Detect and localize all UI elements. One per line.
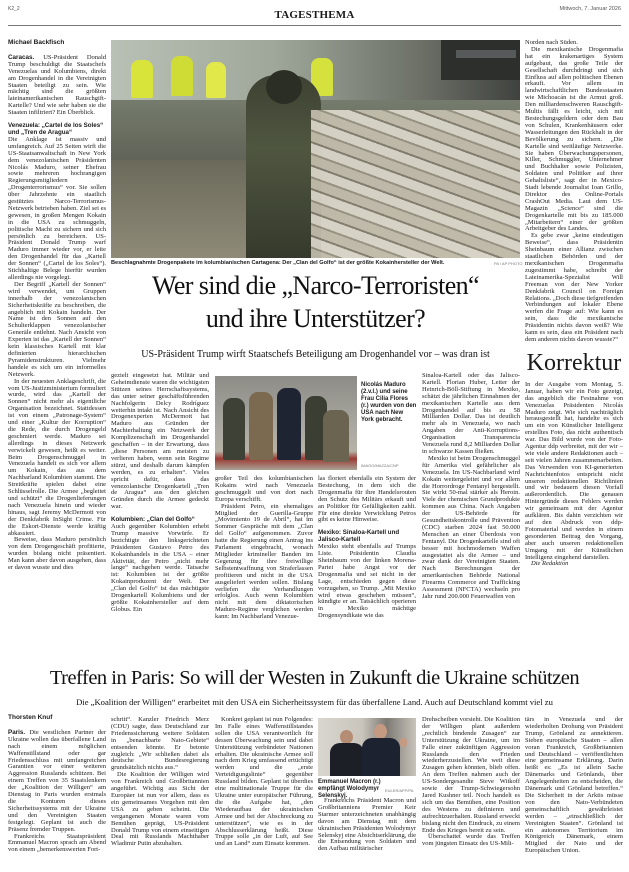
- subhead-venezuela: Venezuela: „Cartel de los Soles“ und „Tren de Aragua“: [8, 122, 104, 136]
- header-rule: [8, 25, 621, 26]
- maduro-photo: [215, 376, 357, 470]
- maduro-photo-caption: Nicolás Maduro (2.v.l.) und seine Frau Cilia Flores (r.) wurden von den USA nach New York gebracht.: [361, 382, 417, 423]
- section-title: TAGESTHEMA: [274, 9, 355, 21]
- paragraph: Überschattet wurde das Treffen vom jüngsten Einsatz des US-Mili-: [422, 833, 520, 848]
- drug-seizure-photo: [111, 40, 520, 258]
- second-column-5: [422, 717, 520, 872]
- paragraph: Konkret geplant ist nun Folgendes: Im Falle eines Waffenstillstandes sollen die USA verantwortlich für dessen Überwachung sein und dabei Unterstützung verbündeter Nationen erhalten. Die ukrainische Armee soll nach dem Krieg umfassend ertüchtigt werden und die „erste Verteidigungslinie“ gegenüber Russland bilden. Geplant ist überdies eine multinationale Truppe für die Ukraine unter europäischer Führung, die die Aufgabe hat, „den Wiederaufbau der ukrainischen Armee und bei der Abschreckung zu unterstützen“, wie es in der Abschlusserklärung heißt. Diese Truppe solle „in der Luft, auf See und an Land“ zum Einsatz kommen.: [215, 716, 313, 848]
- paragraph: Drehscheiben vorsieht. Die Koalition der Willigen plant außerdem „rechtlich bindende Zusagen“ zur Unterstützung der Ukraine, um im Falle einer zukünftigen Aggression Russlands den Frieden wiederherzustellen. Wie weit diese Zusagen gehen könnten, blieb offen. An dem Treffen nahmen auch der US-Sondergesandte Steve Witkoff sowie der Trump-Schwiegersohn Jared Kushner teil. Noch handelt es sich um das Bemühen, eine Position des Westens zu definieren und aufrechtzuerhalten. Russland erweckt bislang nicht den Eindruck, zu einem Ende des Krieges bereit zu sein.: [422, 716, 520, 834]
- page-code: K2_2: [8, 6, 20, 12]
- paragraph: Sinaloa-Kartell oder das Jalisco-Kartell. Florian Huber, Leiter der Heinrich-Böll-Stiftung in Mexiko, schätzt die jährlichen Einnahmen der mexikanischen Kartelle aus dem Drogenhandel auf bis zu 58 Milliarden Dollar. Das ist deutlich mehr als in Venezuela, wo nach Angaben der Anti-Korruptions-Organisation Transparencia Venezuela rund 8,2 Milliarden Dollar in schwarze Kassen fließen.: [422, 372, 520, 455]
- paragraph: [8, 729, 106, 834]
- second-column-1: [8, 715, 106, 872]
- paragraph: Mexiko steht ebenfalls auf Trumps Liste. Präsidentin Claudia Sheinbaum von der linken Morena-Partei habe Angst vor der Drogenmafia und sei nicht in der Lage, entschieden gegen diese vorzugehen, so Trump. „Mit Mexiko wird etwas geschehen müssen“, kündigte er an. Tatsächlich operieren in Mexiko mächtige Drogensyndikate wie das: [318, 543, 416, 620]
- main-column-3: [215, 475, 313, 621]
- paragraph: Die Koalition der Willigen wird von Frankreich und Großbritannien angeführt. Wichtig aus Sicht der Europäer ist nun vor allem, dass es ein gemeinsames Vorgehen mit den USA zu geben scheint. Die vergangenen Monate waren vom Bemühen geprägt, US-Präsident Donald Trump von einem einseitigen Deal mit Russlands Machthaber Wladimir Putin abzuhalten.: [111, 771, 209, 848]
- paragraph: In der neuesten Anklageschrift, die vom US-Justizministerium formuliert wurde, wird das „Kartell der Sonnen“ nicht mehr als eigentliche Organisation bezeichnet. Stattdessen ist von einem „Patronage-System“ und einer „Kultur der Korruption“ die Rede, die durch Drogengeld geschmiert werde. Maduro sei allerdings in dieses Netzwerk verwickelt gewesen, heißt es weiter. Beim Drogenschmuggel in Venezuela handelt es sich vor allem um Kokain, das aus dem Nachbarland Kolumbien stammt. Die Streitkräfte spielen dabei eine Schlüsselrolle. Die Armee „begleitet und schützt“ die Drogenlieferungen nach Venezuela hinein und wieder hinaus, sagt Jeremy McDermott von der Denkfabrik InSight Crime. Für die Eskort-Dienste werde kräftig abkassiert.: [8, 377, 106, 537]
- main-column-6: [525, 40, 623, 660]
- correction-title: Korrektur: [526, 349, 622, 376]
- main-subheadline: US-Präsident Trump wirft Staatschefs Beteiligung am Drogenhandel vor – was dran ist: [141, 349, 490, 360]
- paragraph: Frankreichs Präsident Macron und Großbritanniens Premier Keir Starmer unterzeichneten unabhängig davon am Dienstag mit dem ukrainischen Präsidenten Wolodymyr Selenskyj eine Absichtserklärung, die die Entsendung von Soldaten und den Aufbau militärischer: [318, 797, 416, 853]
- second-column-3: [215, 717, 313, 872]
- main-headline-line1: Wer sind die „Narco-Terroristen“: [151, 271, 479, 300]
- macron-photo-credit: EULER/AFP/PA: [385, 788, 414, 793]
- second-author: Thorsten Knuf: [8, 714, 53, 721]
- main-column-5: [422, 373, 520, 607]
- subhead-kolumbien: Kolumbien: „Clan del Golfo“: [111, 516, 195, 524]
- paragraph: Mexiko ist beim Drogenschmuggel für Amerika viel gefährlicher als Venezuela. Im US-Nachbarland wird Kokain weitergeleitet und vor allem die Horrordroge Fentanyl hergestellt. Sie wirkt 50-mal stärker als Heroin. Viele der chemischen Grundprodukte kommen aus China. Nach Angaben der US-Behörde für Gesundheitskontrolle und Prävention (CDC) starben 2024 fast 50.000 Menschen an einer Überdosis von Fentanyl. Die Drogenkartelle sind oft besser mit hochmodernen Waffen ausgestattet als die Armee – und zwar dank der Vereinigten Staaten. Nach Berechnungen der amerikanischen Behörde National Firearms Commerce and Trafficking Assessment (NFCTA) wechseln pro Jahr rund 200.000 Feuerwaffen von: [422, 454, 520, 600]
- second-headline: Treffen in Paris: So will der Westen in Zukunft die Ukraine schützen: [49, 667, 580, 689]
- maduro-photo-credit: IMAGO/MAZZA/CNP: [361, 463, 399, 468]
- main-dateline: Caracas.: [8, 53, 35, 61]
- main-intro: [8, 54, 106, 117]
- paragraph: schritt“. Kanzler Friedrich Merz (CDU) sagte, dass Deutschland zur Friedenssicherung weitere Soldaten in „benachbarte Nato-Gebiete“ entsenden könnte. Er betonte zugleich: „Wir schließen dabei als deutsche Bundesregierung grundsätzlich nichts aus.“: [111, 716, 209, 772]
- macron-photo-caption: Emmanuel Macron (r.) empfängt Wolodymyr Selenskyj.: [318, 779, 381, 799]
- subhead-mexiko: Mexiko: Sinaloa-Kartell und Jalisco-Kartell: [318, 529, 400, 544]
- second-subheadline: Die „Koalition der Willigen“ erarbeitet mit den USA ein Sicherheitssystem für das überfallene Land. Auch auf Deutschland kommt viel zu: [76, 697, 553, 707]
- paragraph: Norden nach Süden.: [525, 39, 578, 46]
- correction-signature: Die Redaktion: [531, 560, 569, 568]
- main-intro-text: US-Präsident Donald Trump beschuldigt die Staatschefs Venezuelas und Kolumbiens, direkt am Drogenhandel in die Vereinigten Staaten beteiligt zu sein. Wie mächtig sind die größten lateinamerikanischen Rauschgift-Kartelle? Und wie sehr haben sie die Staaten infiltriert? Ein Überblick.: [8, 53, 106, 117]
- paragraph: Auch gegenüber Kolumbien erhebt Trump massive Vorwürfe. Er bezichtigte den linksgerichteten Präsidenten Gustavo Petro des Kokainhandels in die USA – einer Aktivität, der Petro „nicht mehr lange“ nachgehen werde. Tatsache ist: Kolumbien ist der größte Kokainproduzent der Welt. Der „Clan del Golfo“ ist das mächtigste Drogenkartell Kolumbiens und der größte Kokainhersteller auf dem Globus. Ein: [111, 523, 209, 613]
- main-headline-line2: und ihre Unterstützer?: [205, 304, 426, 333]
- paragraph: großer Teil des kolumbianischen Kokains wird nach Venezuela geschmuggelt und von dort nach Europa verschifft.: [215, 475, 313, 503]
- paragraph: Präsident Petro, ein ehemaliges Mitglied der Guerilla-Gruppe „Movimiento 19 de Abril“, hat im Sommer Gespräche mit dem „Clan del Golfo“ aufgenommen. Zuvor hatte die Regierung einen Antrag ins Parlament eingebracht, wonach Mitglieder krimineller Banden im Gegenzug für ihre freiwillige Selbstentwaffnung von Straferlassen profitieren und nicht in die USA ausgeliefert werden sollen. Bislang verliefen die Verhandlungen erfolglos. Auch wenn Kolumbien nicht mit dem diktatorischen Maduro-Regime verglichen werden kann: Im Nachbarland Venezue-: [215, 502, 313, 621]
- paragraph: gezielt eingesetzt hat. Militär und Geheimdienste waren die wichtigsten Stützen seines Herrschaftssystems, das unter seiner geschäftsführenden Nachfolgerin Delcy Rodríguez weiterhin intakt ist. Nach Ansicht des Drogenexperten McDermott hat Maduro aus Gründen der Machterhaltung ein Netzwerk der Komplizenschaft im Drogenhandel geschaffen – in der Erwartung, dass „diese Personen am meisten zu verlieren haben, wenn sein Regime stürzt, und deshalb darum kämpfen werden, es zu erhalten“. Vieles spricht dafür, dass das venezolanische Drogenkartell „Tren de Aragua“ aus den gleichen Gründen durch die Armee gedeckt war.: [111, 372, 209, 511]
- paragraph: Beweise, dass Maduro persönlich von dem Drogengeschäft profitierte, wurden bislang nicht präsentiert. Man kann aber davon ausgehen, dass er davon wusste und dies: [8, 536, 106, 572]
- second-column-6: [525, 717, 623, 872]
- paragraph: las floriert ebenfalls ein System der Bestechung, in dem sich die Drogenmafia für ihre Handelsrouten den Schutz des Militärs erkauft und an Politiker für Gefälligkeiten zahlt. Für eine direkte Verwicklung Petros gibt es keine Hinweise.: [318, 475, 416, 524]
- issue-date: Mittwoch, 7. Januar 2026: [559, 6, 621, 12]
- drug-photo-caption: Beschlagnahmte Drogenpakete im kolumbianischen Cartagena: Der „Clan del Golfo“ ist der größte Kokainhersteller der Welt.: [111, 260, 445, 266]
- second-column-2: [111, 717, 209, 872]
- main-column-4: [318, 475, 416, 620]
- paragraph: Die Anklage ist massiv und umfangreich. Auf 25 Seiten wirft die US-Staatsanwaltschaft in New York dem venezolanischen Präsidenten Nicolás Maduro, seiner Ehefrau sowie mehreren hochrangigen Regierungsmitgliedern „Drogenterrorismus“ vor. Sie sollen über Jahrzehnte ein staatlich gestütztes Narco-Terrorismus-Netzwerk betrieben haben. Ziel sei es gewesen, in großen Mengen Kokain in die USA zu schmuggeln, politische Macht zu sichern und sich persönlich zu bereichern. US-Präsident Donald Trump warf Maduro immer wieder vor, er leite den Drogenhandel für das „Kartell der Sonnen“ („Cartel de los Soles“). Stichhaltige Belege hierfür wurden allerdings nie vorgelegt.: [8, 135, 106, 281]
- second-column-4: [318, 798, 416, 872]
- macron-selenskyj-photo: [318, 718, 416, 776]
- correction-text: In der Ausgabe vom Montag, 5. Januar, haben wir ein Foto gezeigt, das angeblich die Festnahme von Venezuelas Präsidenten Nicolás Maduro zeigt. Wie sich nachträglich herausgestellt hat, handelte es sich um ein von Künstlicher Intelligenz erstelltes Foto, das nicht authentisch war. Das Bild wurde von der Foto-Agentur ddp verbreitet, mit der wir – wie viele andere Redaktionen auch – seit vielen Jahren zusammenarbeiten. Das Verwenden von KI-generierten Nachrichtenfotos entspricht nicht unseren redaktionellen Richtlinien und wir bedauern diesen Vorfall außerordentlich. Die genauen Hintergründe dieses Fehlers werden wir gemeinsam mit der Agentur aufklären. Bis dahin verzichten wir auf den Abdruck von ddp-Fotomaterial und werden in einem gesonderten Beitrag den Vorgang, aber auch unseren redaktionellen Umgang mit der Künstlichen Intelligenz eingehend darstellen.: [525, 380, 623, 561]
- drug-photo-credit: PA / AP PHOTO: [494, 261, 523, 266]
- main-column-2: [111, 372, 209, 613]
- paragraph: Die mexikanische Drogenmafia hat ein krakenartiges System aufgebaut, das große Teile der Gesellschaft durchdringt und sich Einfluss auf allen politischen Ebenen erkauft. Vor allem in landwirtschaftlichen Bundesstaaten wie Michoacán ist die Armut groß. Den milliardenschweren Rauschgift-Multis fällt es leicht, sich mit Bestechungsgeldern oder dem Bau von Schulen, Krankenhäusern oder Wasserleitungen den Rückhalt in der Bevölkerung zu sichern. „Die Kartelle sind weitläufige Netzwerke. Sie haben Überwachungspersonen, Killer, Schmuggler, Unternehmer und Buchhalter sowie Polizisten, Soldaten und Politiker auf ihrer Gehaltsliste“, sagt der in Mexico-Stadt lebende Journalist Ioan Grillo, Direktor des Online-Portals CrashOut Media. Laut dem US-Magazin „Science“ sind die Drogenkartelle mit bis zu 185.000 „Mitarbeitern“ einer der größten Arbeitgeber des Landes.: [525, 45, 623, 233]
- second-dateline: Paris.: [8, 728, 26, 736]
- paragraph: Der Begriff „Kartell der Sonnen“ wird verwendet, um Gruppen innerhalb der venezolanischen Sicherheitskräfte zu beschreiben, die angeblich mit Kokain handeln. Der Name ist den Sonnen auf den Schulterklappen venezolanischer Generäle entlehnt. Nach Ansicht von Experten ist das „Kartell der Sonnen“ kein klassisches Kartell mit klar definierten hierarchischen Pyramidenstrukturen. Vielmehr handele es sich um ein informelles Netzwerk.: [8, 280, 107, 378]
- main-column-1: [8, 40, 106, 607]
- paragraph: Es gebe zwar „keine eindeutigen Beweise“, dass Präsidentin Sheinbaum einer Allianz zwischen staatlichen Behörden und der mexikanischen Drogenmafia zugestimmt habe, schreibt der Lateinamerika-Spezialist Will Freeman von der New Yorker Denkfabrik Council on Foreign Relations. „Doch diese tiefgreifenden Verbindungen auf lokaler Ebene werfen die Frage auf: Wie kann es sein, dass die mexikanische Präsidentin nichts davon weiß? Wie kann es sein, dass ein Präsident nach dem anderen nichts davon wusste?“: [525, 232, 623, 343]
- paragraph: tärs in Venezuela und der wiederholten Drohung von Präsident Trump, Grönland zu annektieren. Sieben europäische Staaten – allen voran Frankreich, Großbritannien und Deutschland – veröffentlichten eine gemeinsame Erklärung. Darin heißt es: „Es ist allein Sache Dänemarks und Grönlands, über Angelegenheiten zu entscheiden, die Dänemark und Grönland betreffen.“ Die Sicherheit in der Arktis müsse von den Nato-Verbündeten gemeinschaftlich gewährleistet werden – „einschließlich der Vereinigten Staaten“. Grönland ist ein autonomes Territorium im Königreich Dänemark, einem Mitglied der Nato und der Europäischen Union.: [525, 716, 623, 855]
- second-intro-text: Die westlichen Partner der Ukraine wollen das überfallene Land nach einem möglichen Waffenstillstand oder gar Friedensschluss mit umfangreichen Garantien vor einer weiteren Aggression Russlands schützen. Bei einem Treffen von 35 Staatslenkern der „Koalition der Willigen“ am Dienstag in Paris wurden erstmals die Konturen dieses Sicherheitssystems mit der Ukraine und den Vereinigten Staaten festgelegt. Geplant ist auch die Präsenz fremder Truppen.: [8, 728, 106, 833]
- main-author: Michael Backfisch: [8, 39, 65, 46]
- paragraph: Frankreichs Staatspräsident Emmanuel Macron sprach am Abend von einem „bemerkenswerten Fort-: [8, 832, 106, 854]
